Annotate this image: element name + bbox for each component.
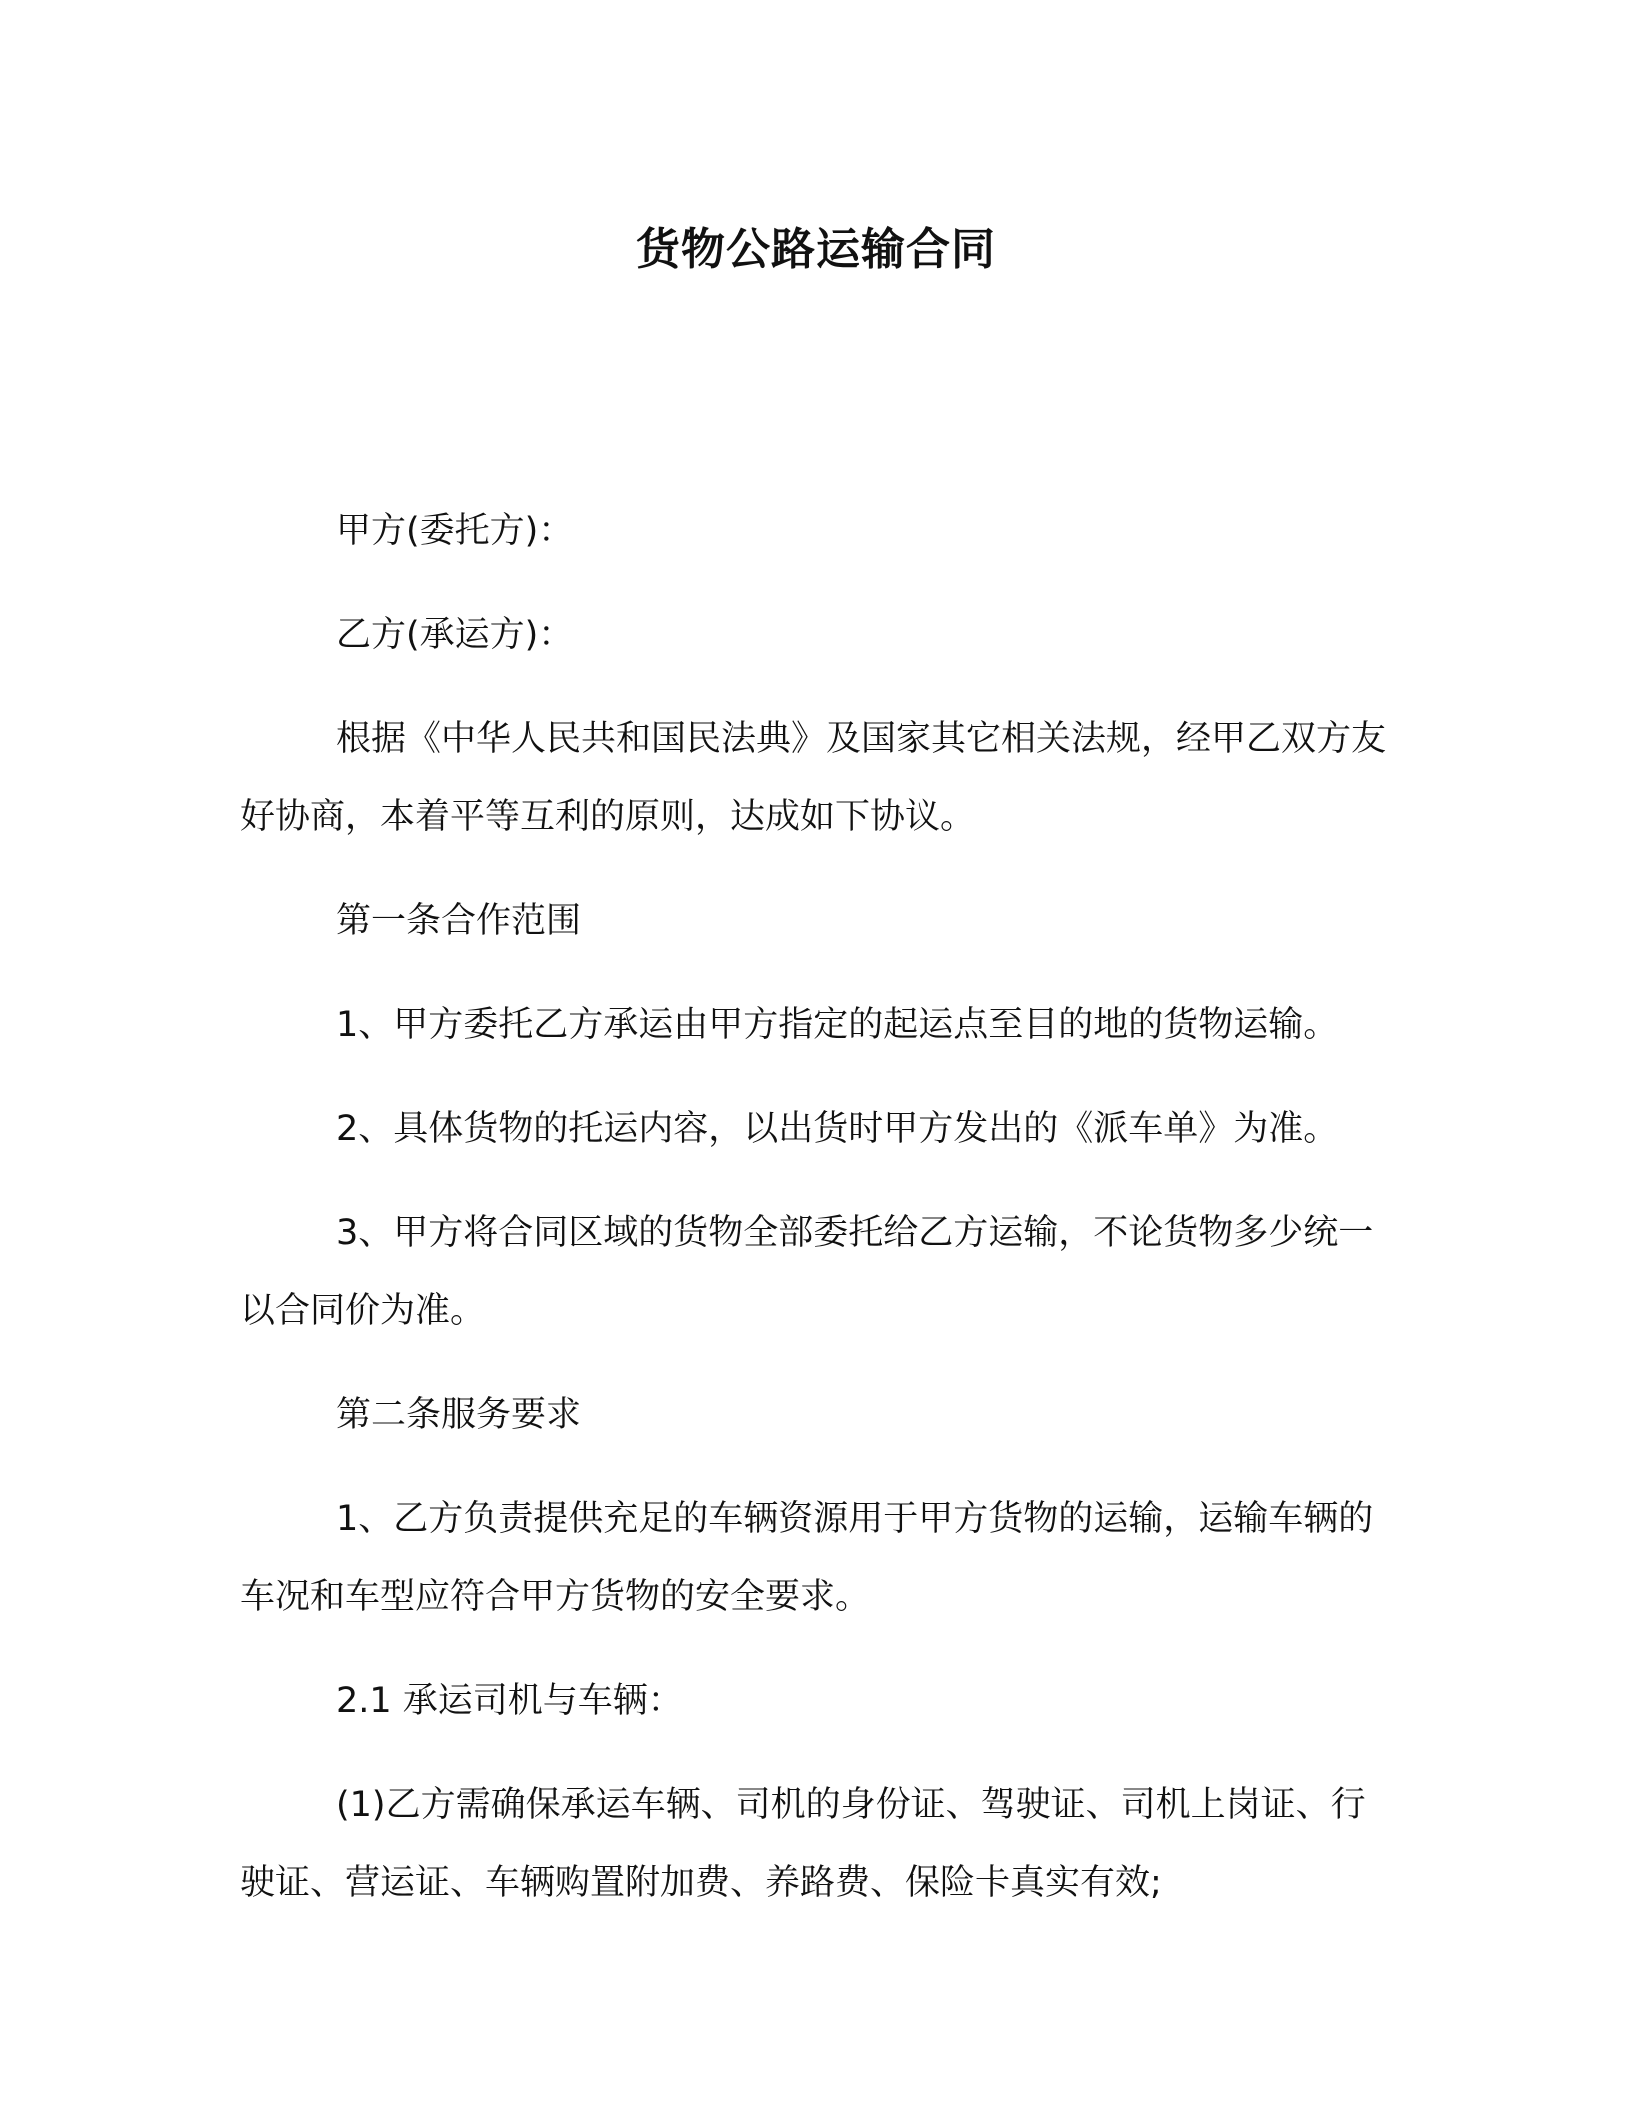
article-1-item-3: 3、甲方将合同区域的货物全部委托给乙方运输，不论货物多少统一以合同价为准。 <box>240 1213 1374 1331</box>
party-a-line: 甲方(委托方)： <box>336 511 574 551</box>
article-1-item-2: 2、具体货物的托运内容，以出货时甲方发出的《派车单》为准。 <box>336 1109 1339 1149</box>
document-body <box>240 492 1400 1948</box>
intro-paragraph: 根据《中华人民共和国民法典》及国家其它相关法规，经甲乙双方友好协商，本着平等互利的原则，达成如下协议。 <box>240 719 1387 837</box>
party-b-line: 乙方(承运方)： <box>336 615 574 655</box>
article-2-heading: 第二条服务要求 <box>336 1395 582 1435</box>
article-2-subsection-2-1: 2.1 承运司机与车辆： <box>336 1681 683 1721</box>
document-title: 货物公路运输合同 <box>636 224 996 275</box>
article-2-subsection-2-1-item-1: (1)乙方需确保承运车辆、司机的身份证、驾驶证、司机上岗证、行驶证、营运证、车辆购置附加费、养路费、保险卡真实有效; <box>240 1785 1366 1903</box>
article-1-item-1: 1、甲方委托乙方承运由甲方指定的起运点至目的地的货物运输。 <box>336 1005 1339 1045</box>
article-2-item-1: 1、乙方负责提供充足的车辆资源用于甲方货物的运输，运输车辆的车况和车型应符合甲方货物的安全要求。 <box>240 1499 1374 1617</box>
article-1-heading: 第一条合作范围 <box>336 901 582 941</box>
